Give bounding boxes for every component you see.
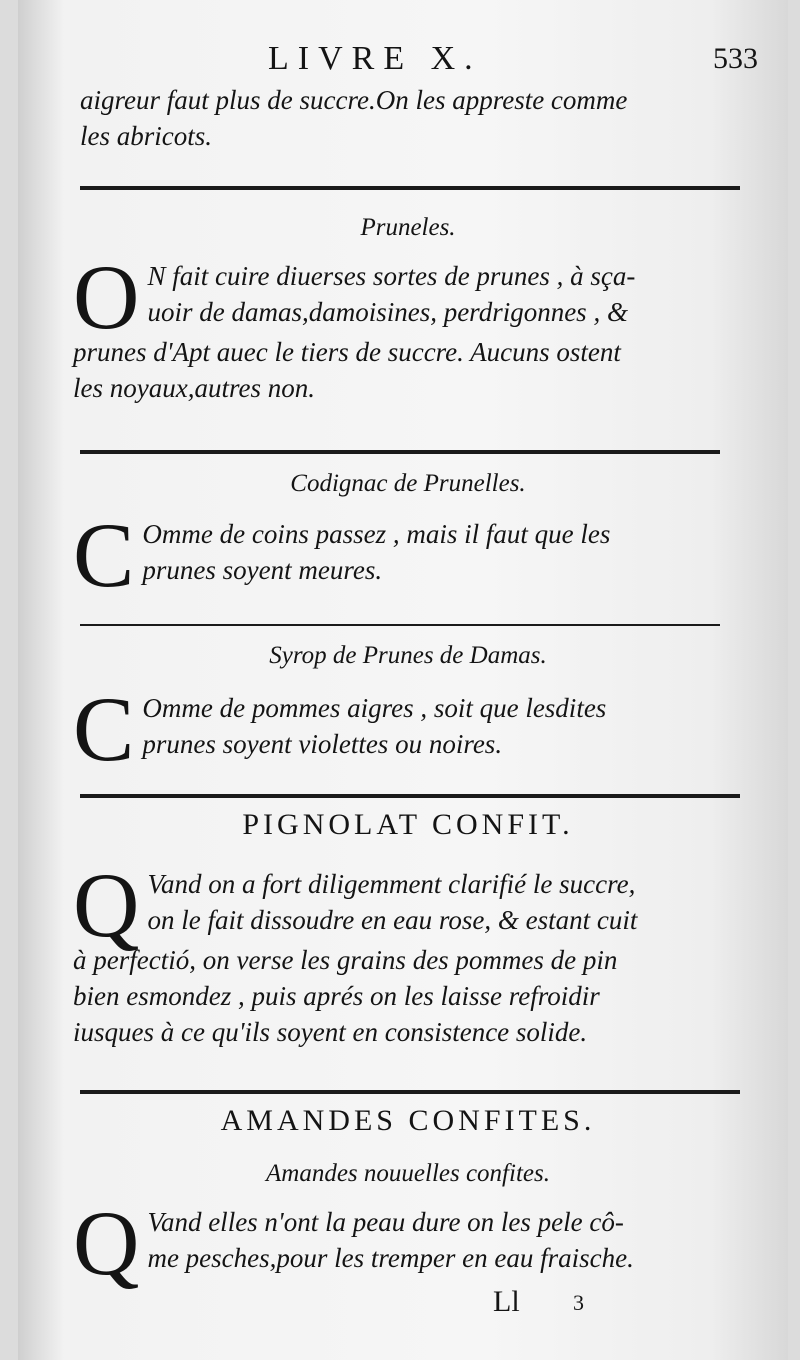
section-title: Codignac de Prunelles. bbox=[290, 470, 526, 497]
text-line: à perfectió, on verse les grains des pommes de pin bbox=[73, 945, 618, 975]
text-line: prunes soyent violettes ou noires. bbox=[142, 729, 503, 759]
recipe-entry bbox=[73, 1192, 753, 1294]
section-divider bbox=[80, 450, 720, 454]
page-header bbox=[18, 40, 788, 80]
continued-paragraph bbox=[80, 82, 750, 154]
section-title: AMANDES CONFITES. bbox=[220, 1104, 596, 1137]
text-line: N fait cuire diuerses sortes de prunes , à sça- bbox=[147, 261, 636, 291]
recipe-entry bbox=[73, 246, 753, 406]
page-number: 533 bbox=[713, 42, 758, 75]
signature-number: 3 bbox=[573, 1290, 584, 1315]
text-line: prunes soyent meures. bbox=[142, 555, 383, 585]
text-line: prunes d'Apt auec le tiers de succre. Aucuns ostent bbox=[73, 337, 621, 367]
recipe-entry bbox=[73, 854, 753, 1050]
text-line: Vand elles n'ont la peau dure on les pele cô- bbox=[147, 1207, 624, 1237]
signature-mark: Ll bbox=[493, 1285, 520, 1318]
section-title: Syrop de Prunes de Damas. bbox=[269, 642, 547, 669]
text-line: les noyaux,autres non. bbox=[73, 373, 315, 403]
text-line: me pesches,pour les tremper en eau fraische. bbox=[147, 1243, 634, 1273]
text-line: Omme de coins passez , mais il faut que les bbox=[142, 519, 611, 549]
text-line: on le fait dissoudre en eau rose, & estant cuit bbox=[147, 905, 638, 935]
drop-cap: C bbox=[73, 504, 135, 606]
text-line: Omme de pommes aigres , soit que lesdites bbox=[142, 693, 607, 723]
text-line: iusques à ce qu'ils soyent en consistence solide. bbox=[73, 1017, 588, 1047]
recipe-entry bbox=[73, 678, 753, 780]
drop-cap: Q bbox=[73, 854, 140, 956]
section-title: PIGNOLAT CONFIT. bbox=[242, 808, 574, 841]
text-line: bien esmondez , puis aprés on les laisse refroidir bbox=[73, 981, 600, 1011]
section-divider bbox=[80, 794, 740, 798]
drop-cap: O bbox=[73, 246, 140, 348]
section-title: Pruneles. bbox=[360, 214, 456, 241]
text-line: Vand on a fort diligemment clarifié le succre, bbox=[147, 869, 636, 899]
book-page bbox=[18, 0, 788, 1360]
text-line: aigreur faut plus de succre.On les appreste comme bbox=[80, 85, 628, 115]
section-divider bbox=[80, 186, 740, 190]
drop-cap: C bbox=[73, 678, 135, 780]
running-title: LIVRE X. bbox=[268, 40, 482, 77]
text-line: les abricots. bbox=[80, 121, 212, 151]
recipe-entry bbox=[73, 504, 753, 606]
section-divider bbox=[80, 1090, 740, 1094]
text-line: uoir de damas,damoisines, perdrigonnes , & bbox=[147, 297, 628, 327]
section-divider bbox=[80, 624, 720, 626]
section-subtitle: Amandes nouuelles confites. bbox=[266, 1160, 550, 1187]
drop-cap: Q bbox=[73, 1192, 140, 1294]
